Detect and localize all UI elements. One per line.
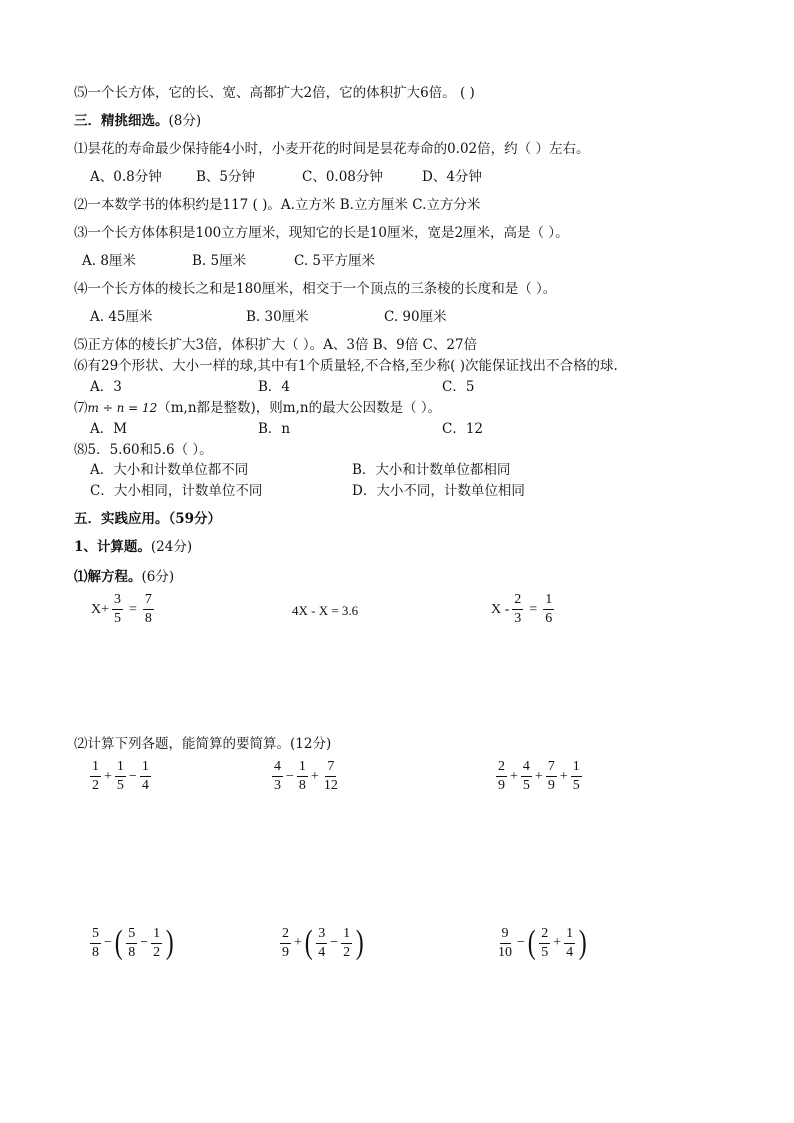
fraction: $\frac{3}{4}$	[318, 925, 326, 960]
option-c: C．12	[442, 421, 484, 437]
option-a: A．M	[90, 421, 128, 437]
option-a: A. 8厘米	[82, 253, 136, 269]
option-b: B．大小和计数单位都相同	[352, 462, 511, 478]
judge-item-5: ⑸一个长方体，它的长、宽、高都扩大2倍，它的体积扩大6倍。 ( )	[74, 85, 475, 101]
fraction: $\frac{1}{2}$	[343, 925, 351, 960]
fraction: $\frac{1}{5}$	[116, 759, 124, 793]
option-b: B、5分钟	[196, 169, 256, 185]
option-b: B. 30厘米	[246, 309, 309, 325]
fraction: $\frac{7}{9}$	[547, 759, 555, 793]
expression-1: $\frac{1}{2}$ + $\frac{1}{5}$ − $\frac{1}{4}$	[92, 759, 149, 793]
fraction: $\frac{9}{10}$	[498, 925, 512, 960]
left-paren: (	[114, 924, 123, 961]
fraction: $\frac{1}{5}$	[572, 759, 580, 793]
left-paren: (	[304, 924, 313, 961]
question-3: ⑶一个长方体体积是100立方厘米，现知它的长是10厘米，宽是2厘米，高是（ ）。	[74, 225, 569, 241]
left-paren: (	[527, 924, 536, 961]
fraction: $\frac{1}{4}$	[141, 759, 149, 793]
question-7	[74, 399, 441, 417]
calc-header	[74, 538, 192, 556]
expression-4: $\frac{5}{8}$ − ( $\frac{5}{8}$ − $\frac{1}{2}$ )	[92, 924, 174, 961]
option-b: B．4	[258, 379, 291, 395]
fraction: $\frac{1}{2}$	[153, 925, 161, 960]
option-a: A、0.8分钟	[90, 169, 162, 185]
fraction: $\frac{1}{4}$	[566, 925, 574, 960]
equations-header	[74, 568, 174, 586]
fraction: $\frac{2}{3}$	[514, 592, 522, 626]
option-d: D、4分钟	[422, 169, 482, 185]
equations-title: ⑴解方程。	[74, 569, 142, 585]
expression-5: $\frac{2}{9}$ + ( $\frac{3}{4}$ − $\frac{1}{2}$ )	[282, 924, 364, 961]
section-3-header	[74, 112, 201, 130]
question-6: ⑹有29个形状、大小一样的球,其中有1个质量轻,不合格,至少称( )次能保证找出不合格的球.	[74, 358, 618, 374]
fraction: $\frac{4}{5}$	[522, 759, 530, 793]
section-5-title: 五．实践应用。（59分）	[74, 511, 222, 527]
option-d: D．大小不同，计数单位相同	[352, 483, 525, 499]
expression-2: $\frac{4}{3}$ − $\frac{1}{8}$ + $\frac{7}{12}$	[274, 759, 338, 793]
option-c: C．5	[442, 379, 475, 395]
question-1: ⑴昙花的寿命最少保持能4小时，小麦开花的时间是昙花寿命的0.02倍，约（ ）左右。	[74, 141, 590, 157]
fraction: $\frac{2}{9}$	[282, 925, 289, 960]
option-a: A. 45厘米	[90, 309, 153, 325]
right-paren: )	[578, 924, 587, 961]
fraction: $\frac{5}{8}$	[128, 925, 136, 960]
option-a: A．3	[90, 379, 122, 395]
fraction: $\frac{1}{2}$	[92, 759, 99, 793]
fraction: $\frac{2}{9}$	[498, 759, 505, 793]
equation-3: X - $\frac{2}{3}$ = $\frac{1}{6}$	[491, 592, 553, 626]
fraction: $\frac{1}{8}$	[298, 759, 306, 793]
option-c: C. 5平方厘米	[294, 253, 376, 269]
fraction: $\frac{7}{12}$	[323, 759, 338, 793]
section-3-score: (8分)	[168, 113, 202, 129]
equation-2: 4X - X = 3.6	[292, 603, 359, 618]
simplify-title: ⑵计算下列各题，能简算的要简算。(12分)	[74, 736, 332, 752]
option-b: B．n	[258, 421, 291, 437]
calc-score: (24分)	[150, 539, 193, 555]
question-8: ⑻5．5.60和5.6（ ）。	[74, 442, 213, 458]
equations-score: (6分)	[141, 569, 175, 585]
fraction: $\frac{3}{5}$	[114, 592, 122, 626]
question-5: ⑸正方体的棱长扩大3倍，体积扩大（ ）。A、3倍 B、9倍 C、27倍	[74, 337, 478, 353]
option-c: C. 90厘米	[384, 309, 447, 325]
fraction: $\frac{7}{8}$	[144, 592, 152, 626]
expression-6: $\frac{9}{10}$ − ( $\frac{2}{5}$ + $\frac{1}{4}$ )	[498, 924, 587, 961]
question-7-number: ⑺	[74, 400, 88, 416]
expression-3: $\frac{2}{9}$ + $\frac{4}{5}$ + $\frac{7}{9}$ + $\frac{1}{5}$	[498, 759, 580, 793]
calc-title: 1、计算题。	[74, 539, 151, 555]
fraction: $\frac{4}{3}$	[274, 759, 281, 793]
right-paren: )	[165, 924, 174, 961]
question-7-equation: m ÷ n = 12	[87, 401, 158, 415]
equation-1: X+ $\frac{3}{5}$ = $\frac{7}{8}$	[91, 592, 152, 626]
fraction: $\frac{1}{6}$	[545, 592, 553, 626]
option-a: A．大小和计数单位都不同	[90, 462, 249, 478]
question-7-text: （m,n都是整数)，则m,n的最大公因数是（ ）。	[157, 400, 442, 416]
right-paren: )	[355, 924, 364, 961]
option-b: B. 5厘米	[192, 253, 247, 269]
option-c: C、0.08分钟	[302, 169, 383, 185]
fraction: $\frac{5}{8}$	[92, 925, 99, 960]
option-c: C．大小相同，计数单位不同	[90, 483, 263, 499]
question-2: ⑵一本数学书的体积约是117 ( )。A.立方米 B.立方厘米 C.立方分米	[74, 197, 481, 213]
section-3-title: 三．精挑细选。	[74, 113, 169, 129]
question-4: ⑷一个长方体的棱长之和是180厘米，相交于一个顶点的三条棱的长度和是（ ）。	[74, 281, 557, 297]
fraction: $\frac{2}{5}$	[541, 925, 549, 960]
